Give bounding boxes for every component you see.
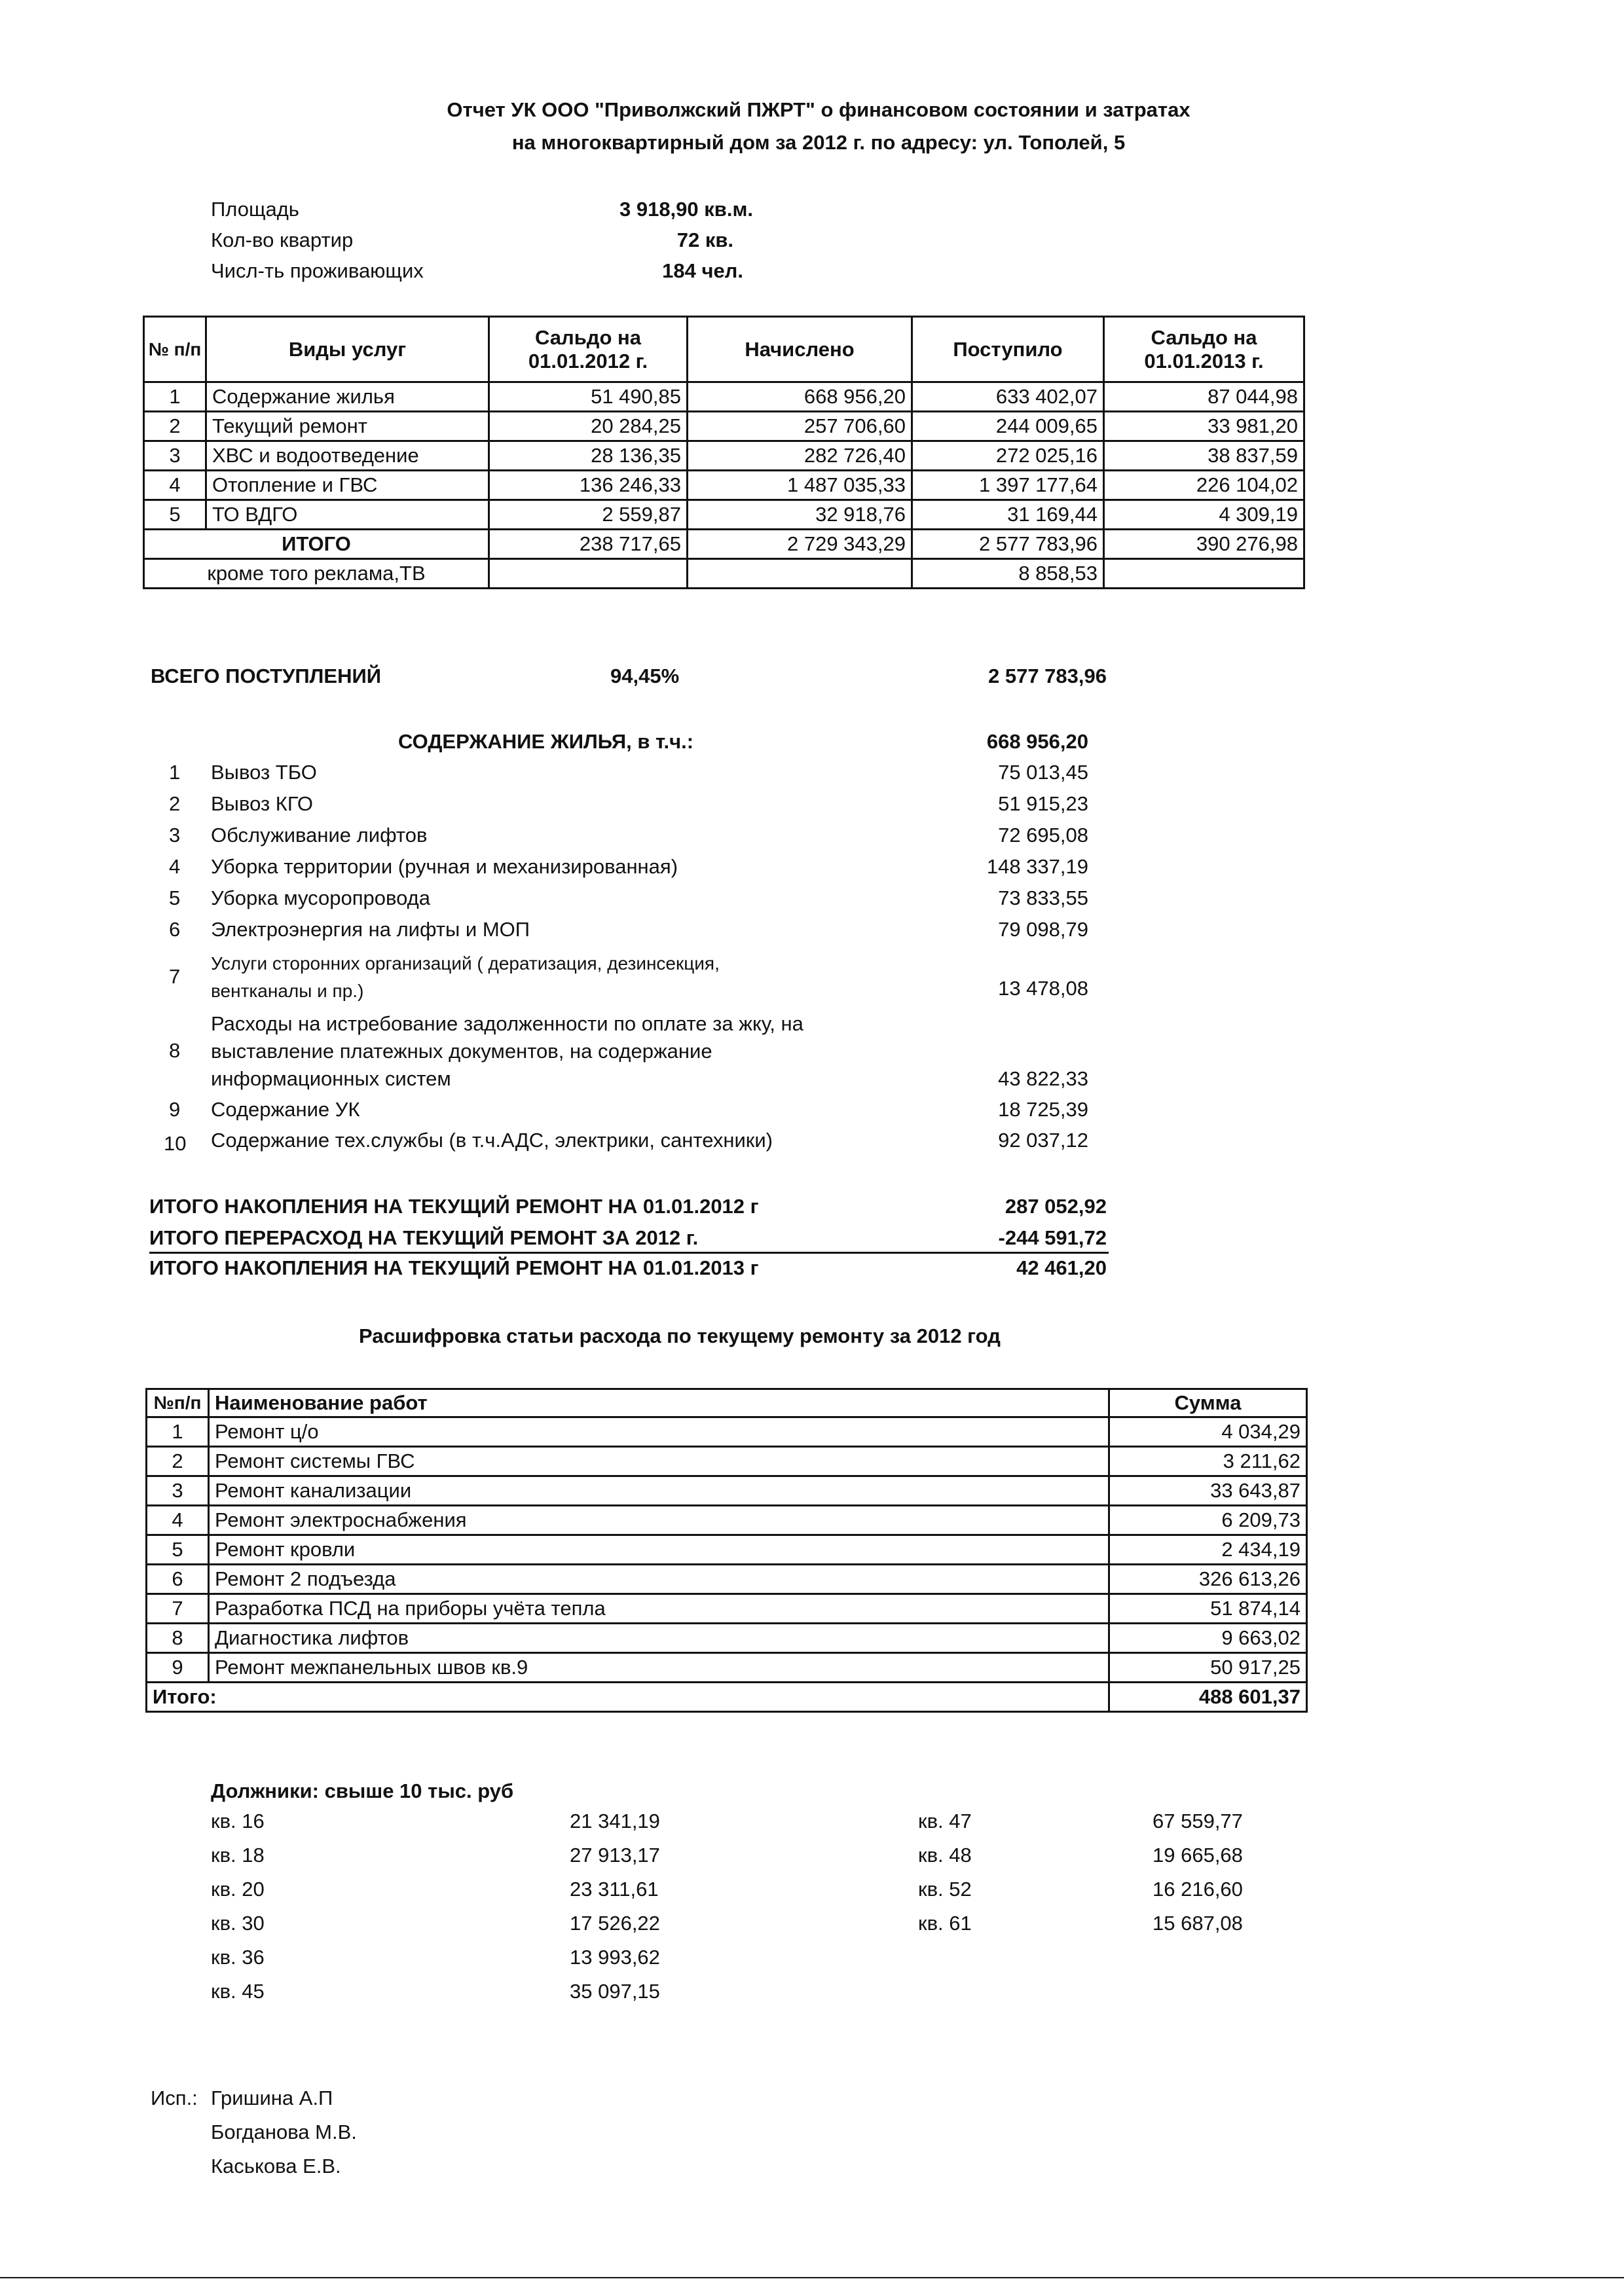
maintenance-item-name: Содержание УК	[211, 1098, 360, 1121]
debtor-apartment: кв. 52	[918, 1878, 972, 1901]
maintenance-item-amount: 75 013,45	[998, 761, 1088, 784]
debtor-amount: 67 559,77	[1153, 1810, 1243, 1832]
maintenance-item-amount: 148 337,19	[986, 855, 1088, 878]
report-title-line-1: Отчет УК ООО "Приволжский ПЖРТ" о финансовом состоянии и затратах	[447, 98, 1190, 121]
maintenance-item-num: 9	[169, 1098, 181, 1121]
report-title-line-2: на многоквартирный дом за 2012 г. по адресу: ул. Тополей, 5	[511, 131, 1126, 154]
row-work-name: Ремонт системы ГВС	[209, 1447, 1109, 1476]
maintenance-item-amount: 13 478,08	[998, 977, 1088, 1000]
info-value: 3 918,90 кв.м.	[619, 198, 753, 221]
debtor-amount: 19 665,68	[1153, 1844, 1243, 1867]
maintenance-item-name: Обслуживание лифтов	[211, 824, 428, 847]
maintenance-heading: СОДЕРЖАНИЕ ЖИЛЬЯ, в т.ч.:	[398, 730, 694, 753]
summary-label: ИТОГО НАКОПЛЕНИЯ НА ТЕКУЩИЙ РЕМОНТ НА 01.01.2012 г	[149, 1195, 759, 1218]
maintenance-item-name: Вывоз ТБО	[211, 761, 317, 784]
services-total-row	[144, 530, 1304, 559]
row-num: 4	[144, 471, 206, 500]
page-bottom-edge	[0, 2277, 1624, 2278]
row-received: 244 009,65	[912, 412, 1104, 441]
col-header-saldo-end-line1: Сальдо на	[1151, 325, 1257, 349]
row-saldo-start: 20 284,25	[489, 412, 688, 441]
debtor-apartment: кв. 16	[211, 1810, 265, 1832]
extra-received: 8 858,53	[912, 559, 1104, 589]
row-service-name: Отопление и ГВС	[206, 471, 489, 500]
maintenance-item-num: 3	[169, 824, 181, 847]
executor-name: Богданова М.В.	[211, 2121, 357, 2143]
debtor-amount: 13 993,62	[570, 1946, 660, 1969]
row-num: 2	[144, 412, 206, 441]
col-header-sum: Сумма	[1109, 1389, 1307, 1417]
table-row	[147, 1594, 1307, 1624]
maintenance-item-num: 2	[169, 792, 181, 815]
executors-label: Исп.:	[151, 2086, 198, 2109]
debtor-apartment: кв. 20	[211, 1878, 265, 1901]
row-saldo-start: 2 559,87	[489, 500, 688, 530]
row-work-name: Ремонт кровли	[209, 1535, 1109, 1565]
row-sum: 4 034,29	[1109, 1417, 1307, 1447]
table-row	[147, 1535, 1307, 1565]
total-label: Итого:	[147, 1683, 1109, 1712]
maintenance-item-amount: 51 915,23	[998, 792, 1088, 815]
total-accrued: 2 729 343,29	[688, 530, 912, 559]
col-header-num: № п/п	[144, 317, 206, 382]
row-sum: 50 917,25	[1109, 1653, 1307, 1683]
maintenance-item-amount: 18 725,39	[998, 1098, 1088, 1121]
row-saldo-end: 226 104,02	[1104, 471, 1304, 500]
maintenance-item-amount: 79 098,79	[998, 918, 1088, 941]
maintenance-item-name-cont: выставление платежных документов, на содержание	[211, 1040, 712, 1063]
maintenance-item-name: Электроэнергия на лифты и МОП	[211, 918, 530, 941]
table-row	[147, 1476, 1307, 1506]
empty-cell	[489, 559, 688, 589]
row-saldo-end: 87 044,98	[1104, 382, 1304, 412]
table-row	[144, 471, 1304, 500]
debtor-apartment: кв. 30	[211, 1912, 265, 1935]
summary-divider	[149, 1252, 1109, 1254]
debtor-apartment: кв. 47	[918, 1810, 972, 1832]
row-num: 3	[147, 1476, 209, 1506]
debtor-apartment: кв. 61	[918, 1912, 972, 1935]
table-row	[147, 1624, 1307, 1653]
table-row	[147, 1447, 1307, 1476]
col-header-saldo-end-line2: 01.01.2013 г.	[1144, 349, 1264, 373]
row-received: 272 025,16	[912, 441, 1104, 471]
debtors-heading: Должники: свыше 10 тыс. руб	[211, 1779, 514, 1802]
row-sum: 6 209,73	[1109, 1506, 1307, 1535]
total-sum: 488 601,37	[1109, 1683, 1307, 1712]
row-service-name: ТО ВДГО	[206, 500, 489, 530]
row-accrued: 32 918,76	[688, 500, 912, 530]
maintenance-item-name: Содержание тех.службы (в т.ч.АДС, электрики, сантехники)	[211, 1129, 773, 1152]
maintenance-item-amount: 43 822,33	[998, 1067, 1088, 1090]
row-accrued: 257 706,60	[688, 412, 912, 441]
repairs-header-row	[147, 1389, 1307, 1417]
row-num: 5	[144, 500, 206, 530]
maintenance-item-name: Уборка территории (ручная и механизированная)	[211, 855, 678, 878]
services-header-row	[144, 317, 1304, 382]
maintenance-item-name-cont: вентканалы и пр.)	[211, 981, 364, 1001]
row-num: 1	[144, 382, 206, 412]
maintenance-item-num: 4	[169, 855, 181, 878]
col-header-received: Поступило	[912, 317, 1104, 382]
table-row	[147, 1565, 1307, 1594]
debtor-amount: 17 526,22	[570, 1912, 660, 1935]
executor-name: Каськова Е.В.	[211, 2155, 341, 2178]
col-header-saldo-start-line2: 01.01.2012 г.	[528, 349, 648, 373]
row-num: 8	[147, 1624, 209, 1653]
receipts-label: ВСЕГО ПОСТУПЛЕНИЙ	[151, 665, 382, 687]
row-saldo-start: 28 136,35	[489, 441, 688, 471]
row-num: 3	[144, 441, 206, 471]
empty-cell	[688, 559, 912, 589]
summary-label: ИТОГО НАКОПЛЕНИЯ НА ТЕКУЩИЙ РЕМОНТ НА 01.01.2013 г	[149, 1256, 759, 1279]
row-sum: 9 663,02	[1109, 1624, 1307, 1653]
info-label: Числ-ть проживающих	[211, 259, 424, 282]
table-row	[147, 1417, 1307, 1447]
maintenance-item-name: Расходы на истребование задолженности по оплате за жку, на	[211, 1012, 803, 1035]
debtor-amount: 27 913,17	[570, 1844, 660, 1867]
total-received: 2 577 783,96	[912, 530, 1104, 559]
row-saldo-start: 51 490,85	[489, 382, 688, 412]
row-num: 2	[147, 1447, 209, 1476]
row-service-name: Текущий ремонт	[206, 412, 489, 441]
maintenance-item-num: 7	[169, 965, 181, 988]
maintenance-item-num: 10	[164, 1132, 187, 1155]
maintenance-item-name-cont: информационных систем	[211, 1067, 451, 1090]
row-accrued: 1 487 035,33	[688, 471, 912, 500]
summary-label: ИТОГО ПЕРЕРАСХОД НА ТЕКУЩИЙ РЕМОНТ ЗА 2012 г.	[149, 1226, 699, 1249]
maintenance-item-num: 8	[169, 1039, 181, 1062]
summary-amount: 42 461,20	[1016, 1256, 1107, 1279]
row-saldo-end: 33 981,20	[1104, 412, 1304, 441]
maintenance-item-name: Вывоз КГО	[211, 792, 314, 815]
debtor-amount: 35 097,15	[570, 1980, 660, 2003]
row-sum: 326 613,26	[1109, 1565, 1307, 1594]
row-work-name: Ремонт межпанельных швов кв.9	[209, 1653, 1109, 1683]
row-work-name: Ремонт 2 подъезда	[209, 1565, 1109, 1594]
table-row	[144, 412, 1304, 441]
col-header-accrued: Начислено	[688, 317, 912, 382]
maintenance-item-amount: 92 037,12	[998, 1129, 1088, 1152]
total-saldo-end: 390 276,98	[1104, 530, 1304, 559]
row-accrued: 282 726,40	[688, 441, 912, 471]
row-num: 7	[147, 1594, 209, 1624]
row-work-name: Ремонт электроснабжения	[209, 1506, 1109, 1535]
receipts-percent: 94,45%	[610, 665, 680, 687]
col-header-saldo-start	[489, 317, 688, 382]
row-num: 6	[147, 1565, 209, 1594]
debtor-amount: 23 311,61	[570, 1878, 659, 1901]
services-table	[143, 316, 1305, 589]
debtor-apartment: кв. 18	[211, 1844, 265, 1867]
row-work-name: Диагностика лифтов	[209, 1624, 1109, 1653]
info-label: Площадь	[211, 198, 299, 221]
maintenance-total: 668 956,20	[986, 730, 1088, 753]
row-sum: 3 211,62	[1109, 1447, 1307, 1476]
table-row	[147, 1506, 1307, 1535]
maintenance-item-num: 1	[169, 761, 181, 784]
empty-cell	[1104, 559, 1304, 589]
row-sum: 33 643,87	[1109, 1476, 1307, 1506]
maintenance-item-num: 5	[169, 886, 181, 909]
row-work-name: Ремонт канализации	[209, 1476, 1109, 1506]
row-received: 31 169,44	[912, 500, 1104, 530]
total-saldo-start: 238 717,65	[489, 530, 688, 559]
col-header-saldo-start-line1: Сальдо на	[535, 325, 641, 349]
col-header-num: №п/п	[147, 1389, 209, 1417]
row-num: 1	[147, 1417, 209, 1447]
row-received: 633 402,07	[912, 382, 1104, 412]
info-value: 72 кв.	[676, 228, 733, 251]
row-received: 1 397 177,64	[912, 471, 1104, 500]
maintenance-item-name: Уборка мусоропровода	[211, 886, 431, 909]
row-saldo-end: 4 309,19	[1104, 500, 1304, 530]
extra-label: кроме того реклама,ТВ	[144, 559, 489, 589]
executor-name: Гришина А.П	[211, 2086, 333, 2109]
row-num: 4	[147, 1506, 209, 1535]
services-extra-row	[144, 559, 1304, 589]
maintenance-item-amount: 73 833,55	[998, 886, 1088, 909]
total-label: ИТОГО	[144, 530, 489, 559]
row-saldo-end: 38 837,59	[1104, 441, 1304, 471]
repairs-heading: Расшифровка статьи расхода по текущему ремонту за 2012 год	[359, 1324, 1001, 1347]
debtor-apartment: кв. 45	[211, 1980, 265, 2003]
row-work-name: Разработка ПСД на приборы учёта тепла	[209, 1594, 1109, 1624]
debtor-apartment: кв. 48	[918, 1844, 972, 1867]
maintenance-item-name: Услуги сторонних организаций ( дератизация, дезинсекция,	[211, 953, 720, 974]
row-saldo-start: 136 246,33	[489, 471, 688, 500]
row-service-name: Содержание жилья	[206, 382, 489, 412]
row-accrued: 668 956,20	[688, 382, 912, 412]
summary-amount: -244 591,72	[998, 1226, 1107, 1249]
summary-amount: 287 052,92	[1005, 1195, 1107, 1218]
row-sum: 2 434,19	[1109, 1535, 1307, 1565]
row-num: 5	[147, 1535, 209, 1565]
row-work-name: Ремонт ц/о	[209, 1417, 1109, 1447]
debtor-amount: 21 341,19	[570, 1810, 660, 1832]
col-header-work-name: Наименование работ	[209, 1389, 1109, 1417]
info-value: 184 чел.	[662, 259, 743, 282]
row-service-name: ХВС и водоотведение	[206, 441, 489, 471]
col-header-service: Виды услуг	[206, 317, 489, 382]
col-header-saldo-end	[1104, 317, 1304, 382]
repairs-total-row	[147, 1683, 1307, 1712]
debtor-amount: 16 216,60	[1153, 1878, 1243, 1901]
table-row	[147, 1653, 1307, 1683]
row-num: 9	[147, 1653, 209, 1683]
table-row	[144, 441, 1304, 471]
row-sum: 51 874,14	[1109, 1594, 1307, 1624]
info-label: Кол-во квартир	[211, 228, 354, 251]
table-row	[144, 382, 1304, 412]
maintenance-item-num: 6	[169, 918, 181, 941]
debtor-amount: 15 687,08	[1153, 1912, 1243, 1935]
receipts-amount: 2 577 783,96	[987, 665, 1107, 687]
maintenance-item-amount: 72 695,08	[998, 824, 1088, 847]
debtor-apartment: кв. 36	[211, 1946, 265, 1969]
table-row	[144, 500, 1304, 530]
repairs-table	[145, 1388, 1308, 1713]
